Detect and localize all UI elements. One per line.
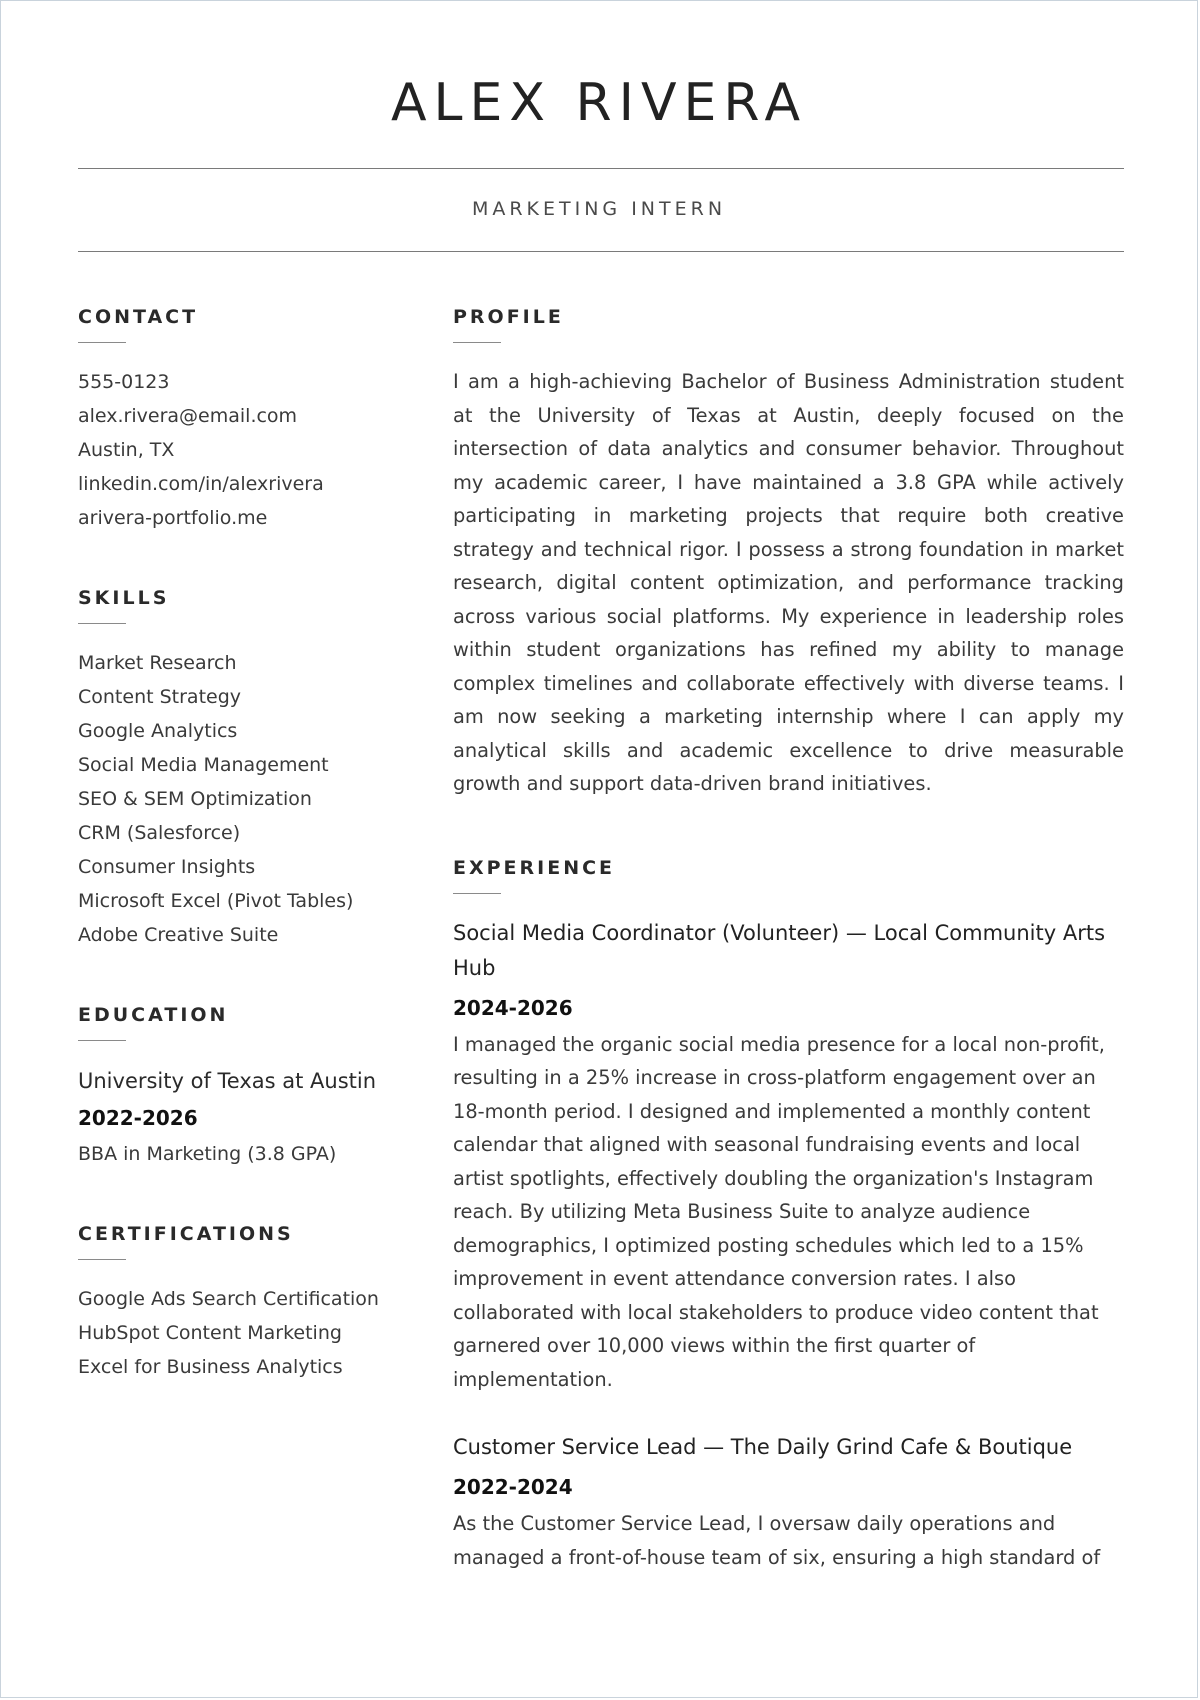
contact-underline (78, 342, 126, 343)
skill-item: Social Media Management (78, 754, 329, 776)
header-divider-top (78, 168, 1124, 169)
education-section (78, 1004, 408, 1171)
candidate-role: MARKETING INTERN (471, 198, 727, 220)
skill-item: Microsoft Excel (Pivot Tables) (78, 890, 354, 912)
education-title: EDUCATION (78, 1004, 229, 1026)
job-description: As the Customer Service Lead, I oversaw daily operations and managed a front-of-house team of six, ensuring a high standard of (453, 1512, 1101, 1569)
experience-underline (453, 893, 501, 894)
job-title: Customer Service Lead — The Daily Grind Cafe & Boutique (453, 1435, 1073, 1459)
contact-portfolio: arivera-portfolio.me (78, 507, 268, 529)
education-degree: BBA in Marketing (3.8 GPA) (78, 1143, 337, 1165)
certification-item: HubSpot Content Marketing (78, 1322, 342, 1344)
experience-section (453, 857, 1124, 1575)
profile-title: PROFILE (453, 306, 564, 328)
certifications-underline (78, 1259, 126, 1260)
certification-item: Excel for Business Analytics (78, 1356, 343, 1378)
experience-title: EXPERIENCE (453, 856, 616, 879)
profile-section (453, 306, 1124, 801)
skill-item: Consumer Insights (78, 856, 256, 878)
skill-item: CRM (Salesforce) (78, 822, 241, 844)
education-years: 2022-2026 (78, 1106, 198, 1130)
skill-item: Google Analytics (78, 720, 238, 742)
certifications-section (78, 1223, 408, 1384)
skills-list (78, 646, 408, 952)
contact-phone: 555-0123 (78, 371, 170, 393)
skills-section (78, 587, 408, 952)
job-description: I managed the organic social media presence for a local non-profit, resulting in a 25% increase in cross-platform engagement over an 18-month period. I designed and implemented a monthly content calendar that aligned with seasonal fundraising events and local artist spotlights, effectively doubling the organization's Instagram reach. By utilizing Meta Business Suite to analyze audience demographics, I optimized posting schedules which led to a 15% improvement in event attendance conversion rates. I also collaborated with local stakeholders to produce video content that garnered over 10,000 views within the first quarter of implementation. (453, 1032, 1105, 1391)
education-underline (78, 1040, 126, 1041)
contact-list (78, 365, 408, 535)
contact-email: alex.rivera@email.com (78, 405, 298, 427)
job-entry (453, 1430, 1124, 1574)
header-divider-bottom (78, 251, 1124, 252)
skill-item: Adobe Creative Suite (78, 924, 279, 946)
skill-item: SEO & SEM Optimization (78, 788, 312, 810)
left-column (78, 306, 408, 1436)
candidate-name: ALEX RIVERA (390, 73, 808, 133)
profile-text: I am a high-achieving Bachelor of Business Administration student at the University of Texas at Austin, deeply focused on the intersection of data analytics and consumer behavior. Throughout my academic career, I have maintained a 3.8 GPA while actively participating in marketing projects that require both creative strategy and technical rigor. I possess a strong foundation in market research, digital content optimization, and performance tracking across various social platforms. My experience in leadership roles within student organizations has refined my ability to manage complex timelines and collaborate effectively with diverse teams. I am now seeking a marketing internship where I can apply my analytical skills and academic excellence to drive measurable growth and support data-driven brand initiatives. (453, 370, 1124, 795)
job-years: 2022-2024 (453, 1475, 573, 1499)
job-years: 2024-2026 (453, 995, 573, 1020)
contact-linkedin: linkedin.com/in/alexrivera (78, 473, 324, 495)
skill-item: Market Research (78, 652, 237, 674)
contact-title: CONTACT (78, 306, 199, 328)
certification-item: Google Ads Search Certification (78, 1288, 379, 1310)
profile-underline (453, 342, 501, 343)
skills-underline (78, 623, 126, 624)
certifications-list (78, 1282, 408, 1384)
job-title: Social Media Coordinator (Volunteer) — Local Community Arts Hub (453, 920, 1106, 980)
certifications-title: CERTIFICATIONS (78, 1223, 294, 1245)
education-school: University of Texas at Austin (78, 1069, 377, 1093)
contact-section (78, 306, 408, 535)
right-column (453, 306, 1124, 1630)
contact-location: Austin, TX (78, 439, 175, 461)
skills-title: SKILLS (78, 587, 170, 609)
skill-item: Content Strategy (78, 686, 242, 708)
job-entry (453, 916, 1124, 1397)
